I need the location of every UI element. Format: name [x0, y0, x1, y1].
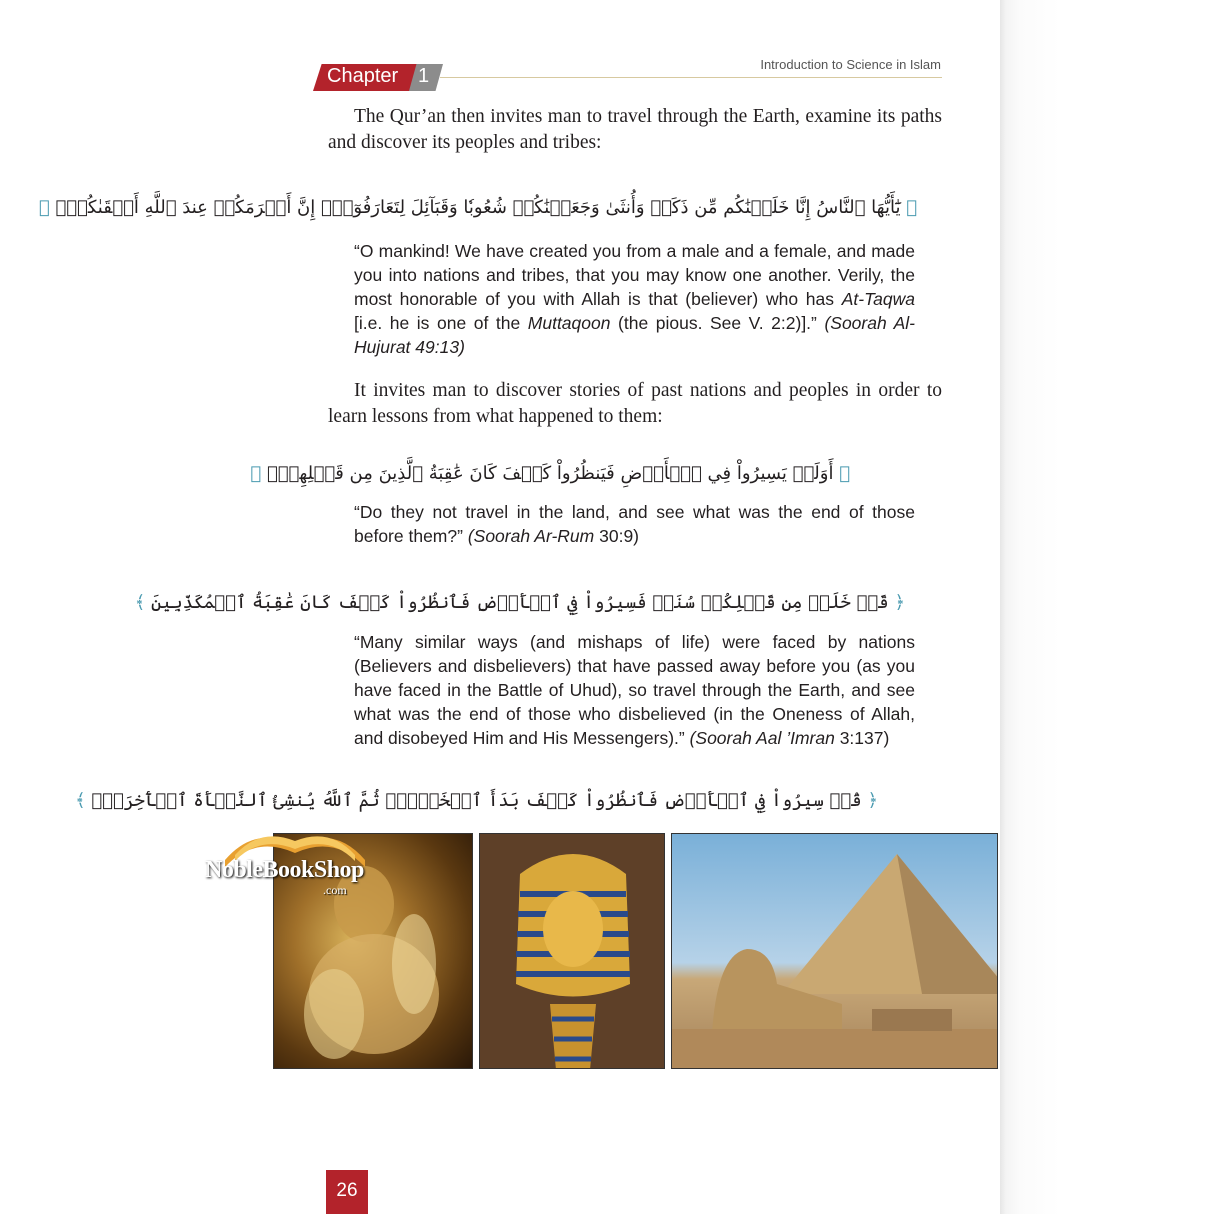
verse-3-arabic	[134, 592, 905, 613]
verse-2-arabic	[250, 463, 850, 484]
verse-3-translation	[354, 630, 915, 750]
running-head: Introduction to Science in Islam	[760, 57, 941, 72]
golden-mask-illustration	[480, 834, 665, 1069]
watermark-sub: .com	[323, 883, 347, 897]
sphinx-pyramid-illustration	[672, 834, 998, 1069]
ornament-open: ﴿	[894, 592, 905, 613]
verse-4-arabic	[75, 790, 878, 811]
verse-1-translation	[354, 239, 915, 359]
verse-4-arabic-text: قُلۡ سِيرُواْ فِي ٱلۡأَرۡضِ فَٱنظُرُواْ كَيۡفَ بَدَأَ ٱلۡخَلۡقَۚ ثُمَّ ٱللَّهُ يُنشِئُ ٱلنَّشۡأَةَ ٱلۡأٓخِرَةَۚ	[91, 790, 862, 811]
intro-paragraph-1: The Qur’an then invites man to travel through the Earth, examine its paths and discover its peoples and tribes:	[328, 106, 942, 153]
ornament-open: ﴿	[839, 463, 850, 484]
chapter-number: 1	[418, 65, 430, 87]
verse-1-translation-c: (the pious. See V. 2:2)].”	[610, 313, 825, 333]
verse-1-arabic	[38, 197, 917, 218]
verse-1-term-2: Muttaqoon	[527, 313, 611, 333]
chapter-label: Chapter	[327, 65, 399, 87]
ornament-close: ﴾	[75, 790, 86, 811]
intro-paragraph-2: It invites man to discover stories of past nations and peoples in order to learn lessons from what happened to them:	[328, 380, 942, 427]
verse-1-arabic-text: يَٰٓأَيُّهَا ٱلنَّاسُ إِنَّا خَلَقۡنَٰكُم مِّن ذَكَرٖ وَأُنثَىٰ وَجَعَلۡنَٰكُمۡ شُعُوبٗا وَقَبَآئِلَ لِتَعَارَفُوٓاْۚ إِنَّ أَكۡرَمَكُمۡ عِندَ ٱللَّهِ أَتۡقَىٰكُمۡۚ	[55, 197, 901, 218]
verse-1-translation-a: “O mankind! We have created you from a male and a female, and made you into nations and tribes, that you may know one another. Verily, the most honorable of you with Allah is that (believer) who has	[354, 241, 915, 309]
verse-3-reference-num: 3:137)	[834, 728, 890, 748]
golden-mask-photo	[479, 833, 665, 1069]
verse-3-arabic-text: قَدۡ خَلَتۡ مِن قَبۡلِكُمۡ سُنَنٞ فَسِيرُواْ فِي ٱلۡأَرۡضِ فَٱنظُرُواْ كَيۡفَ كَانَ عَٰقِبَةُ ٱلۡمُكَذِّبِينَ	[151, 592, 889, 613]
ornament-close: ﴾	[134, 592, 146, 613]
verse-2-reference: (Soorah Ar-Rum	[467, 526, 595, 546]
ornament-open: ﴿	[906, 197, 917, 218]
ornament-open: ﴿	[867, 790, 878, 811]
watermark-text: NobleBookShop	[205, 857, 364, 883]
verse-2-arabic-text: أَوَلَمۡ يَسِيرُواْ فِي ٱلۡأَرۡضِ فَيَنظُرُواْ كَيۡفَ كَانَ عَٰقِبَةُ ٱلَّذِينَ مِن قَبۡلِهِمۡۚ	[266, 463, 834, 484]
ornament-close: ﴾	[250, 463, 262, 484]
header-rule	[440, 77, 942, 78]
verse-3-translation-text: “Many similar ways (and mishaps of life) were faced by nations (Believers and disbelievers) that have passed away before you (as you have faced in the Battle of Uhud), so travel through the Earth, and see what was the end of those who disbelieved (in the Oneness of Allah, and disobeyed Him and His Messengers).”	[354, 632, 915, 748]
verse-2-translation	[354, 500, 915, 548]
verse-1-translation-b: [i.e. he is one of the	[354, 313, 528, 333]
ornament-close: ﴾	[38, 197, 50, 218]
verse-3-reference: (Soorah Aal ’Imran	[689, 728, 835, 748]
verse-2-translation-text: “Do they not travel in the land, and see what was the end of those before them?”	[354, 502, 915, 546]
page-edge	[1000, 0, 1214, 1214]
sphinx-pyramid-photo	[671, 833, 998, 1069]
page-number: 26	[336, 1180, 358, 1201]
verse-1-term-1: At-Taqwa	[841, 289, 915, 309]
verse-1-reference: (Soorah Al-Hujurat 49:13)	[354, 313, 915, 357]
noblebookshop-watermark	[195, 805, 395, 910]
verse-2-reference-num: 30:9)	[594, 526, 639, 546]
page-number-box	[326, 1170, 368, 1214]
